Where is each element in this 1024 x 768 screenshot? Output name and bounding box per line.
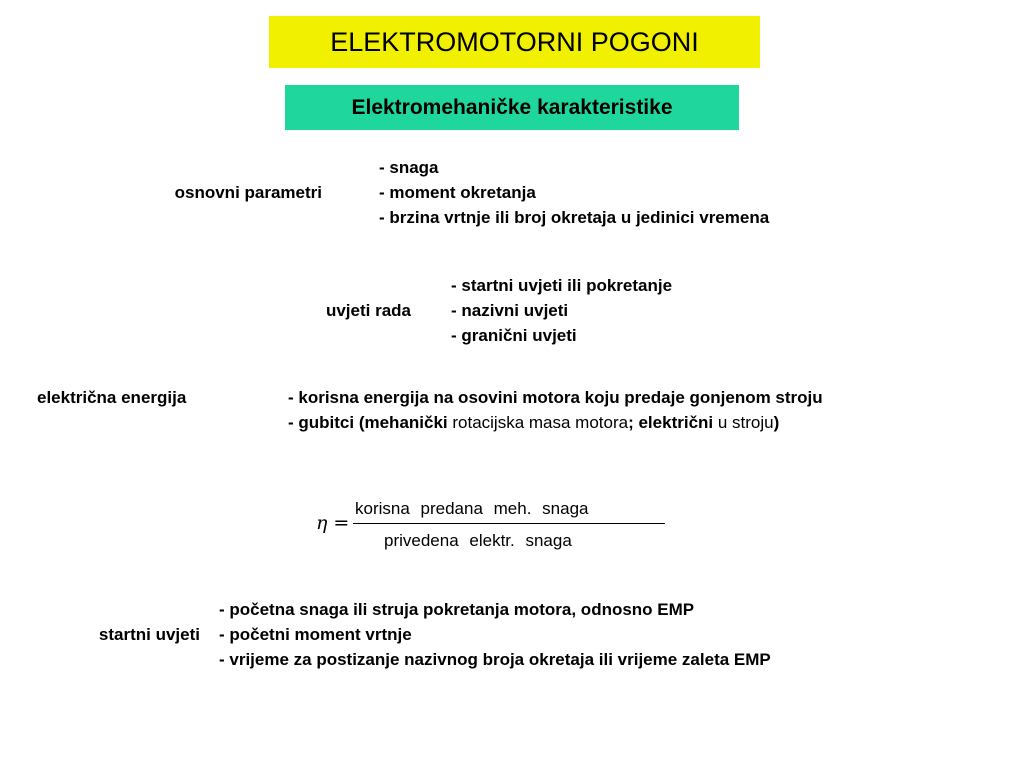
efficiency-symbol: η = xyxy=(316,512,350,534)
slide-title-text: ELEKTROMOTORNI POGONI xyxy=(330,26,699,57)
elektricna-energija-label: električna energija xyxy=(37,388,187,407)
list-item: - vrijeme za postizanje nazivnog broja okretaja ili vrijeme zaleta EMP xyxy=(219,650,771,669)
list-item: - moment okretanja xyxy=(379,183,536,202)
list-item: - granični uvjeti xyxy=(451,326,577,345)
slide-subtitle-text: Elektromehaničke karakteristike xyxy=(351,95,673,119)
energija-line-2 xyxy=(288,410,779,435)
startni-uvjeti-label: startni uvjeti xyxy=(98,625,200,644)
list-item: - nazivni uvjeti xyxy=(451,301,569,320)
energija-line-1: - korisna energija na osovini motora koju predaje gonjenom stroju xyxy=(288,388,823,407)
list-item: - brzina vrtnje ili broj okretaja u jedinici vremena xyxy=(379,208,770,227)
rotacijska-masa-text: rotacijska masa motora xyxy=(452,413,629,432)
osnovni-parametri-label: osnovni parametri xyxy=(174,183,322,202)
fraction-line xyxy=(353,523,665,524)
list-item: - početna snaga ili struja pokretanja motora, odnosno EMP xyxy=(219,600,695,619)
list-item: - snaga xyxy=(379,158,439,177)
formula-denominator: privedena elektr. snaga xyxy=(384,531,572,550)
elektricni-text: ; električni xyxy=(628,413,718,432)
u-stroju-text: u stroju xyxy=(717,413,774,432)
list-item: - početni moment vrtnje xyxy=(219,625,412,644)
uvjeti-rada-label: uvjeti rada xyxy=(325,301,411,320)
osnovni-parametri-list xyxy=(379,155,769,230)
list-item: - startni uvjeti ili pokretanje xyxy=(451,276,673,295)
slide-title xyxy=(269,16,760,68)
startni-uvjeti-list xyxy=(219,597,771,672)
uvjeti-rada-list xyxy=(451,273,672,348)
slide-subtitle xyxy=(285,85,739,130)
formula-numerator: korisna predana meh. snaga xyxy=(355,499,589,518)
closing-paren: ) xyxy=(773,413,780,432)
gubitci-text: - gubitci (mehanički xyxy=(288,413,453,432)
